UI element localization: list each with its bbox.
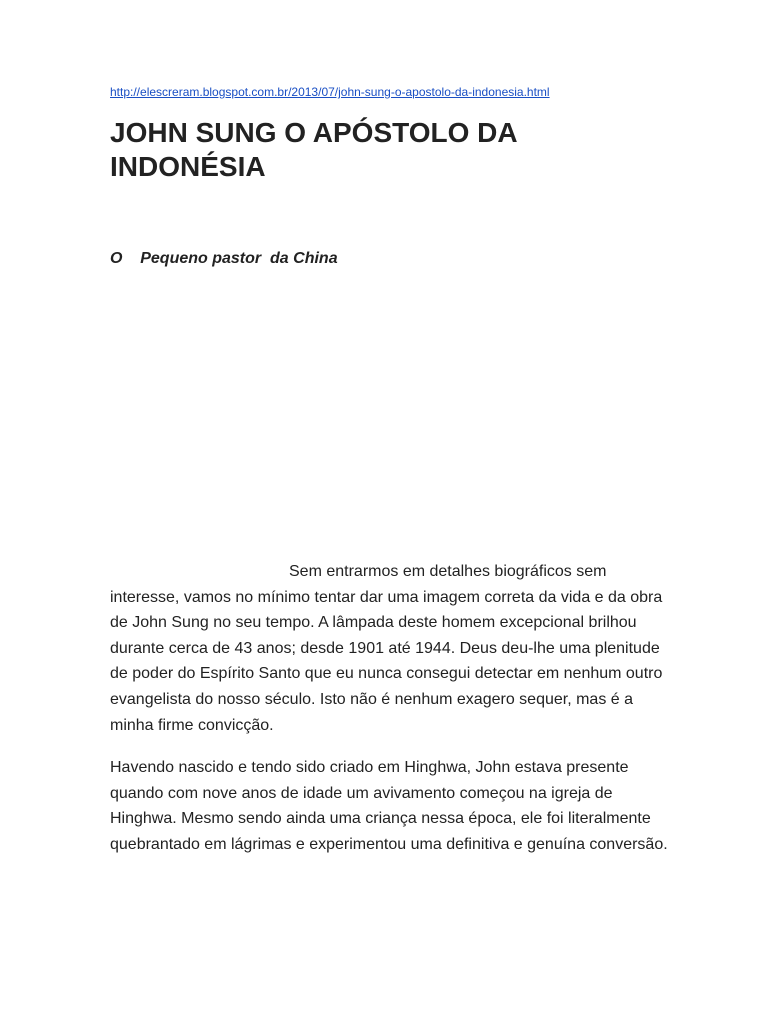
- body-paragraph-2: Havendo nascido e tendo sido criado em Hinghwa, John estava presente quando com nove anos de idade um avivamento começou na igreja de Hinghwa. Mesmo sendo ainda uma criança nessa época, ele foi literalmente quebrantado em lágrimas e experimentou uma definitiva e genuína conversão.: [110, 759, 668, 853]
- source-link[interactable]: http://elescreram.blogspot.com.br/2013/07/john-sung-o-apostolo-da-indonesia.html: [110, 85, 550, 99]
- subtitle: O Pequeno pastor da China: [110, 250, 338, 267]
- body-paragraph-1: Sem entrarmos em detalhes biográficos sem interesse, vamos no mínimo tentar dar uma imagem correta da vida e da obra de John Sung no seu tempo. A lâmpada deste homem excepcional brilhou durante cerca de 43 anos; desde 1901 até 1944. Deus deu-lhe uma plenitude de poder do Espírito Santo que eu nunca consegui detectar em nenhum outro evangelista do nosso século. Isto não é nenhum exagero sequer, mas é a minha firme convicção.: [110, 563, 663, 734]
- page-title: JOHN SUNG O APÓSTOLO DA INDONÉSIA: [110, 117, 517, 182]
